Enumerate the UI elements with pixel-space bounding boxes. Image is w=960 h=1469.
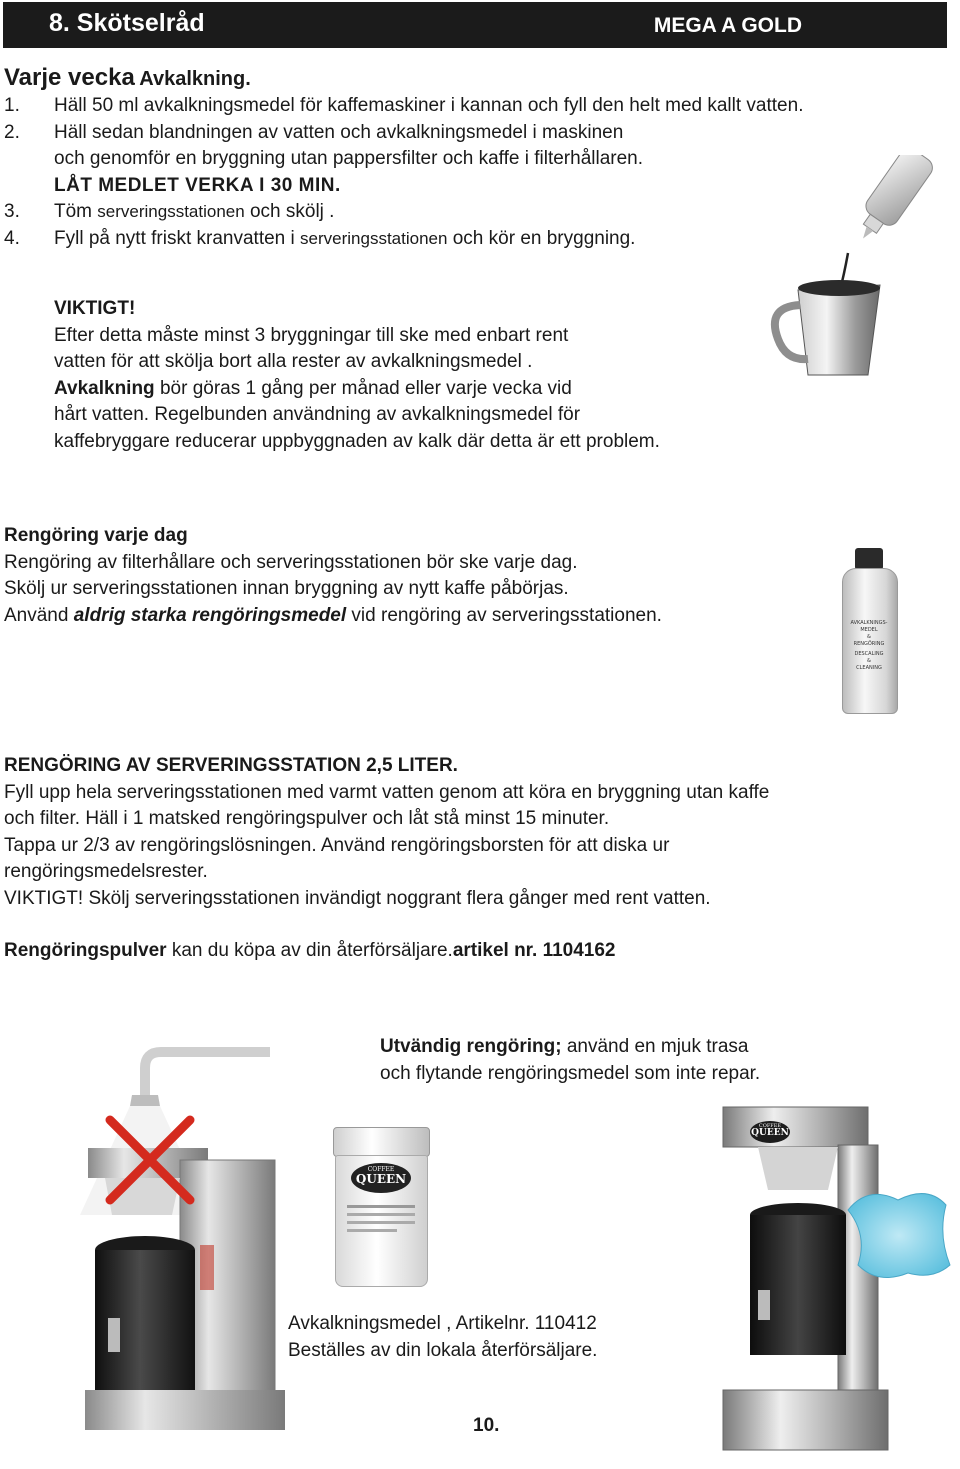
important-line: vatten för att skölja bort alla rester av avkalkningsmedel . <box>54 351 533 372</box>
powder-line <box>4 938 769 965</box>
step-text: Häll sedan blandningen av vatten och avkalkningsmedel i maskinen <box>54 121 624 143</box>
article-number: artikel nr. 1104162 <box>452 940 616 961</box>
important-line <box>54 376 660 403</box>
jar-label-line <box>347 1213 415 1216</box>
step-text: Fyll på nytt friskt kranvatten i <box>54 227 295 249</box>
station-block <box>4 753 769 965</box>
descaling-jug-illustration <box>770 155 940 385</box>
descaler-article: , Artikelnr. 110412 <box>440 1313 597 1334</box>
coffee-machine-sponge-illustration <box>718 1105 953 1460</box>
coffee-machine-wrong-illustration <box>60 1040 290 1460</box>
machine-brand-top: COFFEE <box>758 1123 782 1129</box>
step-number: 4. <box>4 227 20 249</box>
jar-brand: QUEEN <box>355 1172 407 1186</box>
step-text: Häll 50 ml avkalkningsmedel för kaffemaskiner i kannan och fyll den helt med kallt vatten. <box>54 95 804 116</box>
station-heading: RENGÖRING AV SERVERINGSSTATION 2,5 LITER. <box>4 755 458 776</box>
powder-bold: Rengöringspulver <box>4 940 167 961</box>
step-number: 1. <box>4 95 20 116</box>
machine-brand: QUEEN <box>751 1128 789 1138</box>
daily-emphasis: aldrig starka rengöringsmedel <box>73 604 347 626</box>
exterior-text: använd en mjuk trasa <box>561 1036 749 1057</box>
jar-brand-top: COFFEE <box>367 1166 395 1173</box>
weekly-steps <box>4 93 803 252</box>
bottle-label-text: CLEANING <box>856 665 882 671</box>
jar-label-line <box>347 1221 415 1224</box>
station-line: VIKTIGT! Skölj serveringsstationen invändigt noggrant flera gånger med rent vatten. <box>4 887 711 909</box>
exterior-line <box>380 1034 760 1061</box>
important-title: VIKTIGT! <box>54 298 136 319</box>
daily-heading: Rengöring varje dag <box>4 525 188 546</box>
daily-text: Använd <box>4 604 74 626</box>
descaler-line: Beställes av din lokala återförsäljare. <box>288 1339 598 1361</box>
cleaning-powder-jar-image <box>333 1127 428 1287</box>
page-number: 10. <box>473 1415 500 1436</box>
machine-logo <box>750 1121 790 1143</box>
section-title: 8. Skötselråd <box>49 9 205 37</box>
jar-lid <box>333 1127 430 1157</box>
step-text: Töm <box>54 201 92 222</box>
model-name: MEGA A GOLD <box>653 14 802 37</box>
daily-line <box>4 603 662 630</box>
step-text: och kör en bryggning. <box>452 227 636 249</box>
bottle-label-text: MEDEL <box>860 627 878 633</box>
step-text: och skölj . <box>249 201 335 222</box>
weekly-heading-sub: Avkalkning. <box>139 68 251 90</box>
bottle-label <box>846 620 892 672</box>
daily-block <box>4 523 662 629</box>
important-line: Efter detta måste minst 3 bryggningar till ske med enbart rent <box>54 324 569 346</box>
exterior-block <box>380 1034 760 1087</box>
important-text: bör göras 1 gång per månad eller varje vecka vid <box>154 377 572 399</box>
step-text-small: serveringsstationen <box>97 202 245 221</box>
step-3 <box>4 199 803 226</box>
bottle-label-text: DESCALING <box>854 651 884 657</box>
cleaning-bottle-image <box>838 548 900 712</box>
bottle-label-text: RENGÖRING <box>853 641 885 647</box>
step-text-small: serveringsstationen <box>300 228 448 248</box>
step-1 <box>4 93 803 120</box>
step-2 <box>4 120 803 147</box>
important-line: hårt vatten. Regelbunden användning av avkalkningsmedel för <box>54 404 581 425</box>
descaler-line <box>288 1311 597 1338</box>
daily-line: Rengöring av filterhållare och serveringsstationen bör ske varje dag. <box>4 551 578 573</box>
descaler-text: Avkalkningsmedel <box>288 1313 441 1334</box>
jar-label-line <box>347 1205 415 1208</box>
step-number: 3. <box>4 201 20 222</box>
station-line: och filter. Häll i 1 matsked rengöringspulver och låt stå minst 15 minuter. <box>4 808 610 829</box>
bottle-label-text: & <box>867 658 871 664</box>
weekly-heading-main: Varje vecka <box>4 64 135 91</box>
weekly-heading <box>4 64 251 92</box>
powder-text: kan du köpa av din återförsäljare. <box>166 940 453 961</box>
step-number: 2. <box>4 121 20 143</box>
exterior-bold: Utvändig rengöring; <box>380 1036 562 1057</box>
important-bold: Avkalkning <box>54 377 155 399</box>
important-block <box>54 296 660 455</box>
station-line: Fyll upp hela serveringsstationen med varmt vatten genom att köra en bryggning utan kaffe <box>4 781 770 803</box>
descaler-block <box>288 1311 597 1364</box>
jar-label-line <box>347 1229 397 1232</box>
station-line: Tappa ur 2/3 av rengöringslösningen. Använd rengöringsborsten för att diska ur <box>4 834 670 856</box>
daily-text: vid rengöring av serveringsstationen. <box>346 604 662 626</box>
daily-line: Skölj ur serveringsstationen innan bryggning av nytt kaffe påbörjas. <box>4 578 569 599</box>
bottle-cap <box>855 548 883 570</box>
step-2-line-3: LÅT MEDLET VERKA I 30 MIN. <box>54 174 341 196</box>
exterior-line: och flytande rengöringsmedel som inte repar. <box>380 1062 761 1084</box>
step-4 <box>4 226 803 253</box>
bottle-label-text: AVKALKNINGS- <box>850 620 888 626</box>
jar-logo <box>351 1163 411 1193</box>
station-line: rengöringsmedelsrester. <box>4 861 208 882</box>
section-header-bar <box>3 2 947 48</box>
important-line: kaffebryggare reducerar uppbyggnaden av kalk där detta är ett problem. <box>54 430 660 452</box>
step-2-line-2: och genomför en bryggning utan pappersfilter och kaffe i filterhållaren. <box>54 148 644 169</box>
bottle-label-text: & <box>867 634 871 640</box>
